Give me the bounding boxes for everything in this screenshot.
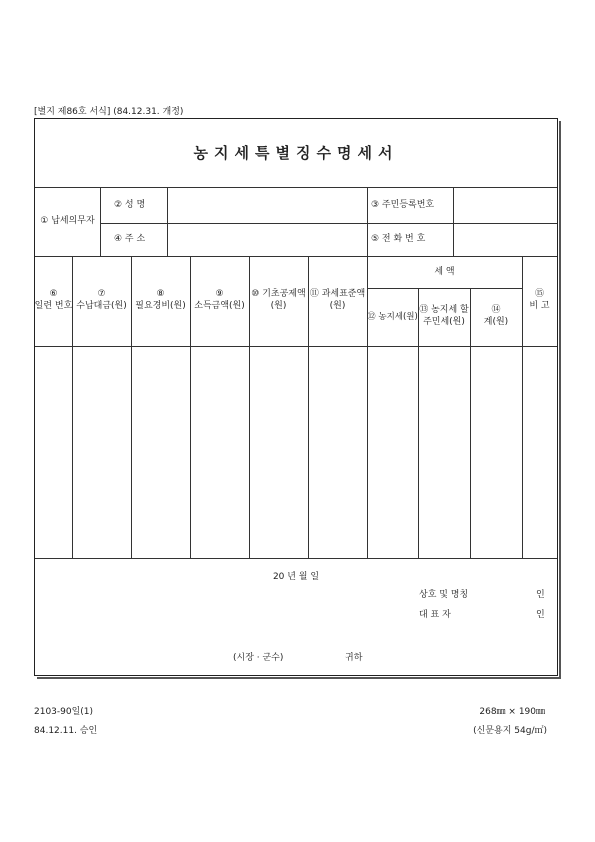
page-title: 농지세특별징수명세서 [193, 144, 399, 162]
col-income-num: ⑨ [215, 289, 224, 299]
col-expenses-label: 필요경비(원) [135, 301, 186, 311]
company-seal: 인 [536, 590, 545, 600]
col-serial-header [35, 288, 72, 312]
col-income-header [190, 288, 249, 312]
addressee: (시장 · 군수) [233, 653, 284, 663]
rule-info-bottom [35, 256, 557, 257]
form-reference: [별지 제86호 서식] (84.12.31. 개정) [34, 107, 184, 117]
representative-seal: 인 [536, 610, 545, 620]
col-total-header [470, 304, 522, 328]
rule-info-v1 [100, 187, 101, 256]
honorific: 귀하 [345, 653, 363, 663]
taxpayer-label: ① 납세의무자 [40, 216, 95, 226]
address-field[interactable] [168, 224, 366, 255]
col-deduction-line1: ⑩ 기초공제액 [251, 289, 306, 299]
paper-size: 268㎜ × 190㎜ [479, 707, 545, 717]
col-resident-tax-line2: 주민세(원) [423, 317, 465, 327]
col-income-label: 소득금액(원) [194, 301, 245, 311]
col-sale-num: ⑦ [97, 289, 106, 299]
col-serial-label: 일련 번호 [34, 301, 73, 311]
address-label: ④ 주 소 [114, 234, 146, 244]
resident-number-field[interactable] [454, 188, 556, 222]
col-total-num: ⑭ [491, 305, 501, 315]
col-resident-tax-header [418, 304, 470, 328]
col-tax-amount-group: 세 액 [434, 267, 455, 277]
col-taxbase-line2: (원) [329, 301, 346, 311]
col-taxbase-line1: ⑪ 과세표준액 [309, 289, 366, 299]
col-serial-num: ⑥ [49, 289, 58, 299]
company-label: 상호 및 명칭 [419, 590, 469, 600]
approval-date: 84.12.11. 승인 [34, 726, 98, 736]
col-remarks-header [522, 288, 557, 312]
representative-label: 대 표 자 [419, 610, 451, 620]
entries-area[interactable] [35, 347, 557, 557]
phone-field[interactable] [454, 224, 556, 255]
col-deduction-line2: (원) [270, 301, 287, 311]
col-resident-tax-line1: ⑬ 농지세 할 [419, 305, 469, 315]
col-farm-tax-header: ⑫ 농지세(원) [367, 312, 418, 322]
col-sale-header [72, 288, 131, 312]
col-expenses-num: ⑧ [156, 289, 165, 299]
form-code: 2103-90일(1) [34, 707, 94, 717]
col-taxbase-header [308, 288, 367, 312]
rule-info-v3 [367, 187, 368, 256]
name-label: ② 성 명 [114, 200, 146, 210]
col-remarks-num: ⑮ [534, 289, 544, 299]
col-total-label: 계(원) [483, 317, 509, 327]
col-remarks-label: 비 고 [529, 301, 550, 311]
date-line: 20 년 월 일 [272, 572, 320, 582]
rule-tax-group [367, 288, 522, 289]
col-sale-label: 수납대금(원) [76, 301, 127, 311]
col-deduction-header [249, 288, 308, 312]
resident-number-label: ③ 주민등록번호 [371, 200, 435, 210]
name-field[interactable] [168, 188, 366, 222]
phone-label: ⑤ 전 화 번 호 [371, 234, 426, 244]
col-expenses-header [131, 288, 190, 312]
paper-type: (신문용지 54g/㎡) [473, 726, 547, 736]
rule-body-bottom [35, 558, 557, 559]
